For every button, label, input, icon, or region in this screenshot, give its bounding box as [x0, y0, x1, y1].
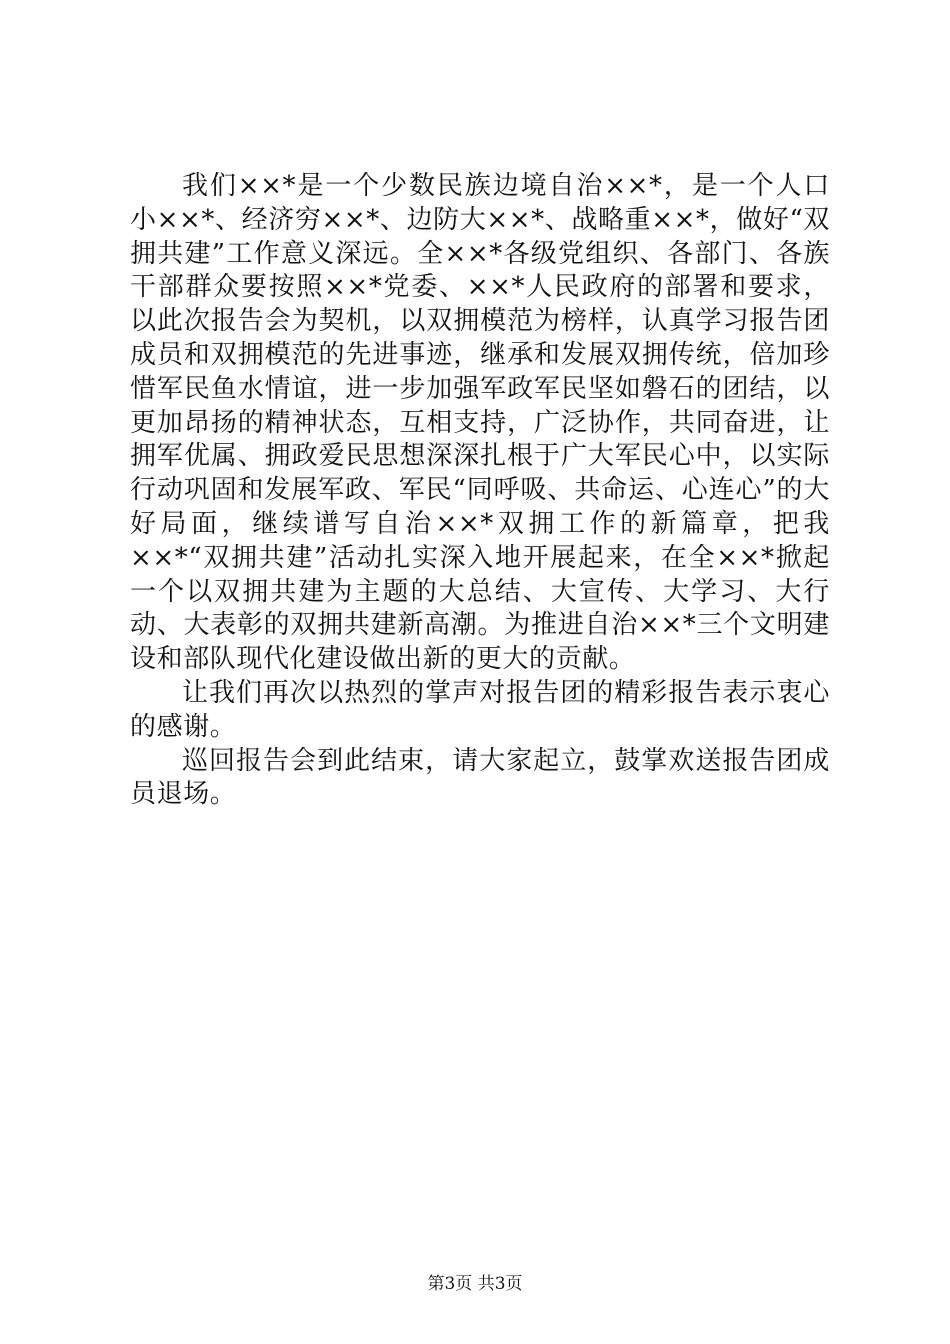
document-body	[130, 170, 830, 812]
paragraph-conclusion: 巡回报告会到此结束，请大家起立，鼓掌欢送报告团成员退场。	[130, 745, 830, 810]
page-number-footer: 第3页 共3页	[427, 1274, 523, 1294]
paragraph-thanks: 让我们再次以热烈的掌声对报告团的精彩报告表示衷心的感谢。	[130, 677, 830, 742]
paragraph-closing-remarks: 我们××*是一个少数民族边境自治××*，是一个人口小××*、经济穷××*、边防大××*、战略重××*，做好“双拥共建”工作意义深远。全××*各级党组织、各部门、各族干部群众要按照××*党委、××*人民政府的部署和要求，以此次报告会为契机，以双拥模范为榜样，认真学习报告团成员和双拥模范的先进事迹，继承和发展双拥传统，倍加珍惜军民鱼水情谊，进一步加强军政军民坚如磐石的团结，以更加昂扬的精神状态，互相支持，广泛协作，共同奋进，让拥军优属、拥政爱民思想深深扎根于广大军民心中，以实际行动巩固和发展军政、军民“同呼吸、共命运、心连心”的大好局面，继续谱写自治××*双拥工作的新篇章，把我××*“双拥共建”活动扎实深入地开展起来，在全××*掀起一个以双拥共建为主题的大总结、大宣传、大学习、大行动、大表彰的双拥共建新高潮。为推进自治××*三个文明建设和部队现代化建设做出新的更大的贡献。	[130, 171, 830, 675]
